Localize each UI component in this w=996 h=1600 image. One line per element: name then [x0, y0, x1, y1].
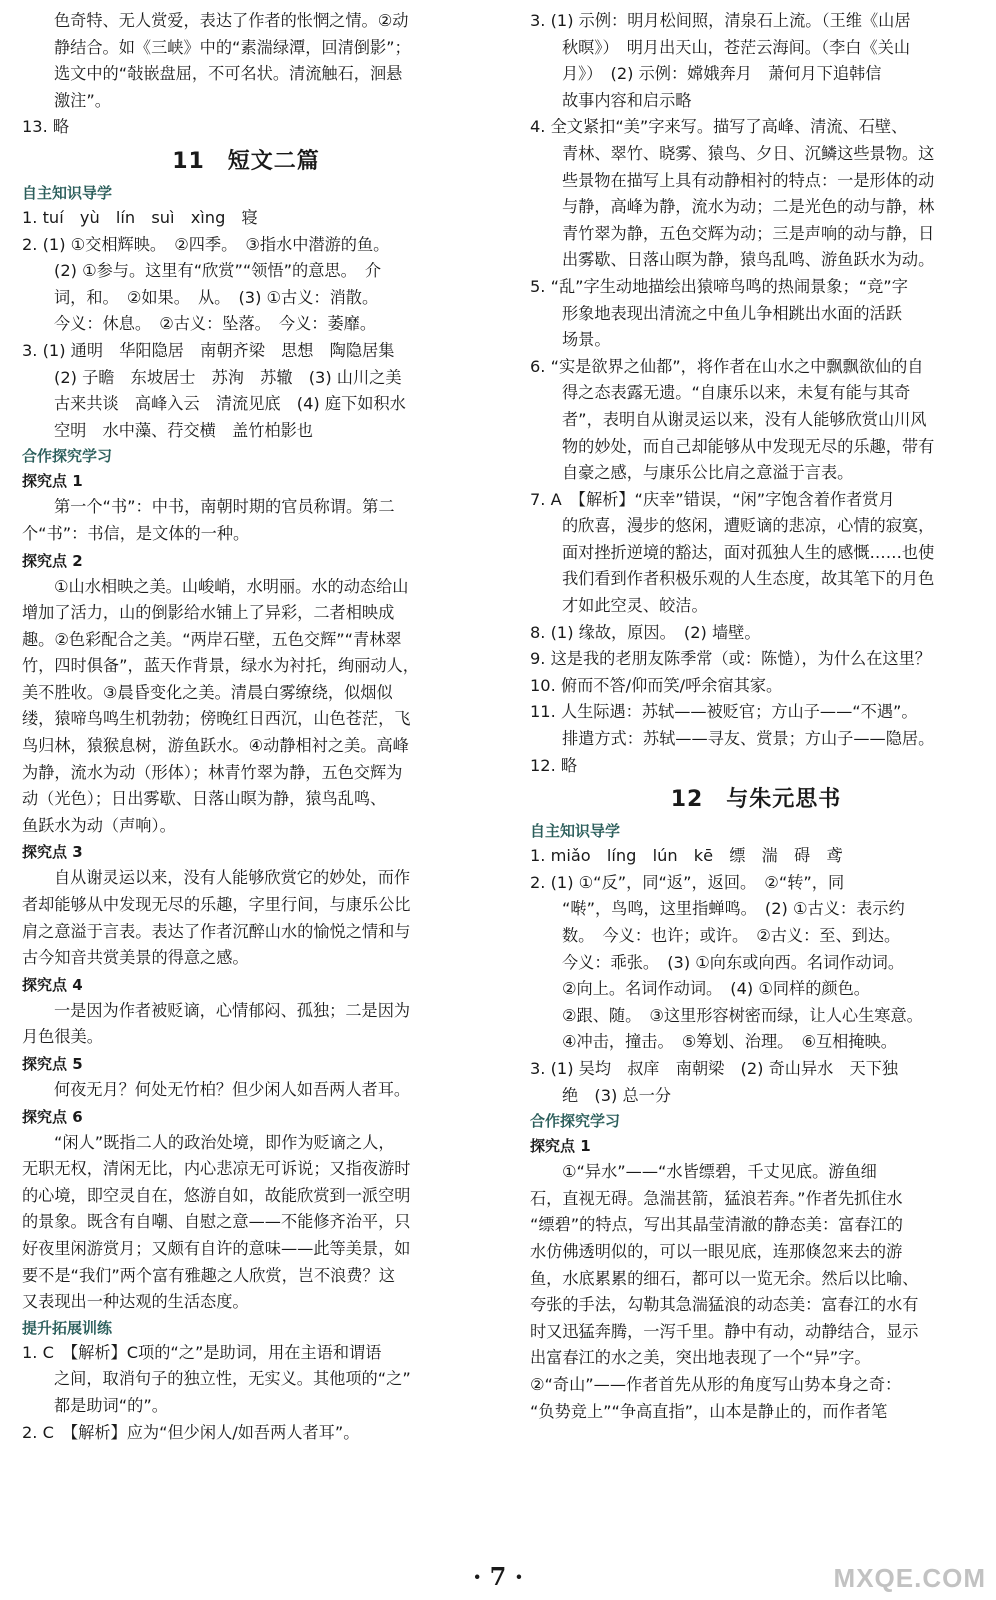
text-line: 古来共谈 高峰入云 清流见底 (4) 庭下如积水: [54, 394, 406, 414]
text-line: 激注”。: [54, 90, 111, 110]
text-line: 第一个“书”：中书，南朝时期的官员称谓。第二: [54, 497, 395, 517]
text-line: “啭”，鸟鸣，这里指蝉鸣。 (2) ①古义：表示约: [562, 899, 905, 919]
text-line: 鸟归林，猿猴息树，游鱼跃水。④动静相衬之美。高峰: [22, 736, 409, 756]
text-line: 要不是“我们”两个富有雅趣之人欣赏，岂不浪费？这: [22, 1265, 395, 1285]
right-column: [530, 8, 982, 1425]
text-line: 9. 这是我的老朋友陈季常（或：陈慥），为什么在这里？: [530, 649, 931, 669]
left-column: [22, 8, 470, 1446]
text-line: 7. A 【解析】“庆幸”错误，“闲”字饱含着作者赏月: [530, 489, 895, 509]
inquiry-point-heading: 探究点 6: [22, 1107, 83, 1126]
text-line: 5. “乱”字生动地描绘出猿啼鸟鸣的热闹景象；“竞”字: [530, 276, 908, 296]
text-line: 12. 略: [530, 755, 578, 775]
text-line: 青林、翠竹、晓雾、猿鸟、夕日、沉鳞这些景物。这: [562, 143, 935, 163]
text-line: ②“奇山”——作者首先从形的角度写山势本身之奇：: [530, 1374, 902, 1394]
text-line: 都是助词“的”。: [54, 1395, 168, 1415]
text-line: 又表现出一种达观的生活态度。: [22, 1292, 249, 1312]
text-line: (2) 子瞻 东坡居士 苏洵 苏辙 (3) 山川之美: [54, 367, 402, 387]
text-line: “负势竞上”“争高直指”，山本是静止的，而作者笔: [530, 1401, 888, 1421]
text-line: 1. C 【解析】C项的“之”是助词，用在主语和谓语: [22, 1342, 382, 1362]
text-line: 故事内容和启示略: [562, 90, 692, 110]
section-heading: 自主知识导学: [530, 822, 621, 841]
text-line: 得之态表露无遗。“自康乐以来，未复有能与其奇: [562, 383, 911, 403]
text-line: 些景物在描写上具有动静相衬的特点：一是形体的动: [562, 170, 935, 190]
text-line: 13. 略: [22, 117, 70, 137]
inquiry-point-heading: 探究点 3: [22, 843, 83, 862]
text-line: 8. (1) 缘故，原因。 (2) 墙壁。: [530, 622, 761, 642]
text-line: 动（光色）；日出雾歇、日落山暝为静，猿鸟乱鸣、: [22, 789, 387, 809]
text-line: 选文中的“敧嵌盘屈，不可名状。清流触石，洄悬: [54, 64, 403, 84]
section-heading: 合作探究学习: [530, 1112, 621, 1131]
inquiry-point-heading: 探究点 4: [22, 975, 83, 994]
text-line: 我们看到作者积极乐观的人生态度，故其笔下的月色: [562, 569, 935, 589]
text-line: 为静，流水为动（形体）；林青竹翠为静，五色交辉为: [22, 762, 403, 782]
text-line: 夸张的手法，勾勒其急湍猛浪的动态美：富春江的水有: [530, 1295, 919, 1315]
text-line: 增加了活力，山的倒影给水铺上了异彩，二者相映成: [22, 603, 395, 623]
text-line: 10. 俯而不答/仰而笑/呼余宿其家。: [530, 675, 783, 695]
text-line: 今义：乖张。 (3) ①向东或向西。名词作动词。: [562, 952, 905, 972]
text-line: 3. (1) 吴均 叔庠 南朝梁 (2) 奇山异水 天下独: [530, 1058, 899, 1078]
text-line: 缕，猿啼鸟鸣生机勃勃；傍晚红日西沉，山色苍茫，飞: [22, 709, 411, 729]
text-line: 2. (1) ①“反”，同“返”，返回。 ②“转”，同: [530, 872, 845, 892]
text-line: 竹，四时俱备”，蓝天作背景，绿水为衬托，绚丽动人，: [22, 656, 419, 676]
text-line: (2) ①参与。这里有“欣赏”“领悟”的意思。 介: [54, 261, 382, 281]
text-line: 美不胜收。③晨昏变化之美。清晨白雾缭绕，似烟似: [22, 682, 393, 702]
text-line: 石，直视无碍。急湍甚箭，猛浪若奔。”作者先抓住水: [530, 1188, 903, 1208]
text-line: 1. tuí yù lín suì xìng 寝: [22, 207, 258, 227]
watermark-logo: MXQE.COM: [833, 1563, 986, 1593]
text-line: 2. (1) ①交相辉映。 ②四季。 ③指水中潜游的鱼。: [22, 234, 390, 254]
text-line: 古今知音共赏美景的得意之感。: [22, 948, 249, 968]
text-line: 自豪之感，与康乐公比肩之意溢于言表。: [562, 463, 854, 483]
text-line: ①“异水”——“水皆缥碧，千丈见底。游鱼细: [562, 1162, 877, 1182]
text-line: 好夜里闲游赏月；又颇有自许的意味——此等美景，如: [22, 1238, 411, 1258]
text-line: 1. miǎo líng lún kē 缥 湍 碍 鸢: [530, 846, 843, 866]
text-line: 与静，高峰为静，流水为动；二是光色的动与静，林: [562, 197, 935, 217]
text-line: 水仿佛透明似的，可以一眼见底，连那倏忽来去的游: [530, 1241, 903, 1261]
section-heading: 合作探究学习: [22, 447, 113, 466]
text-line: 的心境，即空灵自在，悠游自如，故能欣赏到一派空明: [22, 1185, 411, 1205]
text-line: 自从谢灵运以来，没有人能够欣赏它的妙处，而作: [54, 868, 411, 888]
text-line: ④冲击，撞击。 ⑤筹划、治理。 ⑥互相掩映。: [562, 1032, 897, 1052]
text-line: 6. “实是欲界之仙都”，将作者在山水之中飘飘欲仙的自: [530, 356, 924, 376]
text-line: 何夜无月？何处无竹柏？但少闲人如吾两人者耳。: [54, 1080, 411, 1099]
text-line: 场景。: [562, 330, 611, 350]
text-line: 3. (1) 示例：明月松间照，清泉石上流。（王维《山居: [530, 11, 911, 30]
text-line: 面对挫折逆境的豁达，面对孤独人生的感慨……也使: [562, 542, 935, 562]
inquiry-point-heading: 探究点 5: [22, 1055, 83, 1073]
text-line: 物的妙处，而自己却能够从中发现无尽的乐趣，带有: [562, 436, 935, 456]
text-line: 鱼，水底累累的细石，都可以一览无余。然后以比喻、: [530, 1268, 919, 1288]
text-line: 今义：休息。 ②古义：坠落。 今义：萎靡。: [54, 314, 377, 334]
text-line: 一是因为作者被贬谪，心情郁闷、孤独；二是因为: [54, 1000, 411, 1020]
section-heading: 自主知识导学: [22, 183, 113, 202]
text-line: 者”，表明自从谢灵运以来，没有人能够欣赏山川风: [562, 409, 927, 429]
text-line: 绝 (3) 总一分: [562, 1085, 672, 1105]
section-title: 11 短文二篇: [172, 148, 320, 174]
text-line: 之间，取消句子的独立性，无实义。其他项的“之”: [54, 1369, 411, 1389]
text-line: 的景象。既含有自嘲、自慰之意——不能修齐治平，只: [22, 1212, 411, 1232]
text-line: 者却能够从中发现无尽的乐趣，字里行间，与康乐公比: [22, 895, 411, 915]
text-line: 个“书”：书信，是文体的一种。: [22, 523, 250, 543]
text-line: 3. (1) 通明 华阳隐居 南朝齐梁 思想 陶隐居集: [22, 340, 395, 360]
text-line: 肩之意溢于言表。表达了作者沉醉山水的愉悦之情和与: [22, 921, 411, 941]
inquiry-point-heading: 探究点 1: [22, 472, 83, 491]
text-line: 色奇特、无人赏爱，表达了作者的怅惘之情。②动: [54, 11, 409, 30]
section-title: 12 与朱元思书: [670, 787, 842, 813]
text-line: 趣。②色彩配合之美。“两岸石壁，五色交辉”“青林翠: [22, 629, 402, 649]
text-line: 空明 水中藻、荇交横 盖竹柏影也: [54, 420, 313, 440]
text-line: 出雾歇、日落山暝为静，猿鸟乱鸣、游鱼跃水为动。: [562, 250, 935, 270]
page-number: · 7 ·: [472, 1562, 524, 1591]
text-line: 的欣喜，漫步的悠闲，遭贬谪的悲凉，心情的寂寞，: [562, 516, 935, 536]
text-line: 青竹翠为静，五色交辉为动；三是声响的动与静，日: [562, 223, 935, 243]
text-line: 时又迅猛奔腾，一泻千里。静中有动，动静结合，显示: [530, 1321, 919, 1341]
text-line: 2. C 【解析】应为“但少闲人/如吾两人者耳”。: [22, 1422, 360, 1442]
text-line: 11. 人生际遇：苏轼——被贬官；方山子——“不遇”。: [530, 702, 918, 722]
text-line: ①山水相映之美。山峻峭，水明丽。水的动态给山: [54, 576, 409, 596]
text-line: 出富春江的水之美，突出地表现了一个“异”字。: [530, 1348, 871, 1368]
text-line: 数。 今义：也许；或许。 ②古义：至、到达。: [562, 926, 901, 945]
text-line: 排遣方式：苏轼——寻友、赏景；方山子——隐居。: [562, 729, 935, 749]
text-line: 月色很美。: [22, 1027, 103, 1047]
text-line: 秋暝》） 明月出天山，苍茫云海间。（李白《关山: [562, 37, 911, 57]
text-line: 月》） (2) 示例：嫦娥奔月 萧何月下追韩信: [562, 64, 882, 84]
text-line: 词，和。 ②如果。 从。 (3) ①古义：消散。: [54, 287, 379, 307]
text-line: “缥碧”的特点，写出其晶莹清澈的静态美：富春江的: [530, 1215, 903, 1235]
text-line: 鱼跃水为动（声响）。: [22, 815, 176, 835]
text-line: ②跟、随。 ③这里形容树密而绿，让人心生寒意。: [562, 1005, 923, 1025]
section-heading: 提升拓展训练: [22, 1318, 113, 1337]
text-line: 形象地表现出清流之中鱼儿争相跳出水面的活跃: [562, 303, 902, 323]
inquiry-point-heading: 探究点 2: [22, 551, 83, 570]
inquiry-point-heading: 探究点 1: [530, 1137, 591, 1156]
text-line: 才如此空灵、皎洁。: [562, 596, 708, 616]
text-line: “闲人”既指二人的政治处境，即作为贬谪之人，: [54, 1132, 395, 1152]
text-line: ②向上。名词作动词。 (4) ①同样的颜色。: [562, 979, 870, 999]
text-line: 静结合。如《三峡》中的“素湍绿潭，回清倒影”；: [54, 37, 411, 57]
text-line: 无职无权，清闲无比，内心悲凉无可诉说；又指夜游时: [22, 1159, 411, 1179]
text-line: 4. 全文紧扣“美”字来写。描写了高峰、清流、石壁、: [530, 117, 908, 137]
